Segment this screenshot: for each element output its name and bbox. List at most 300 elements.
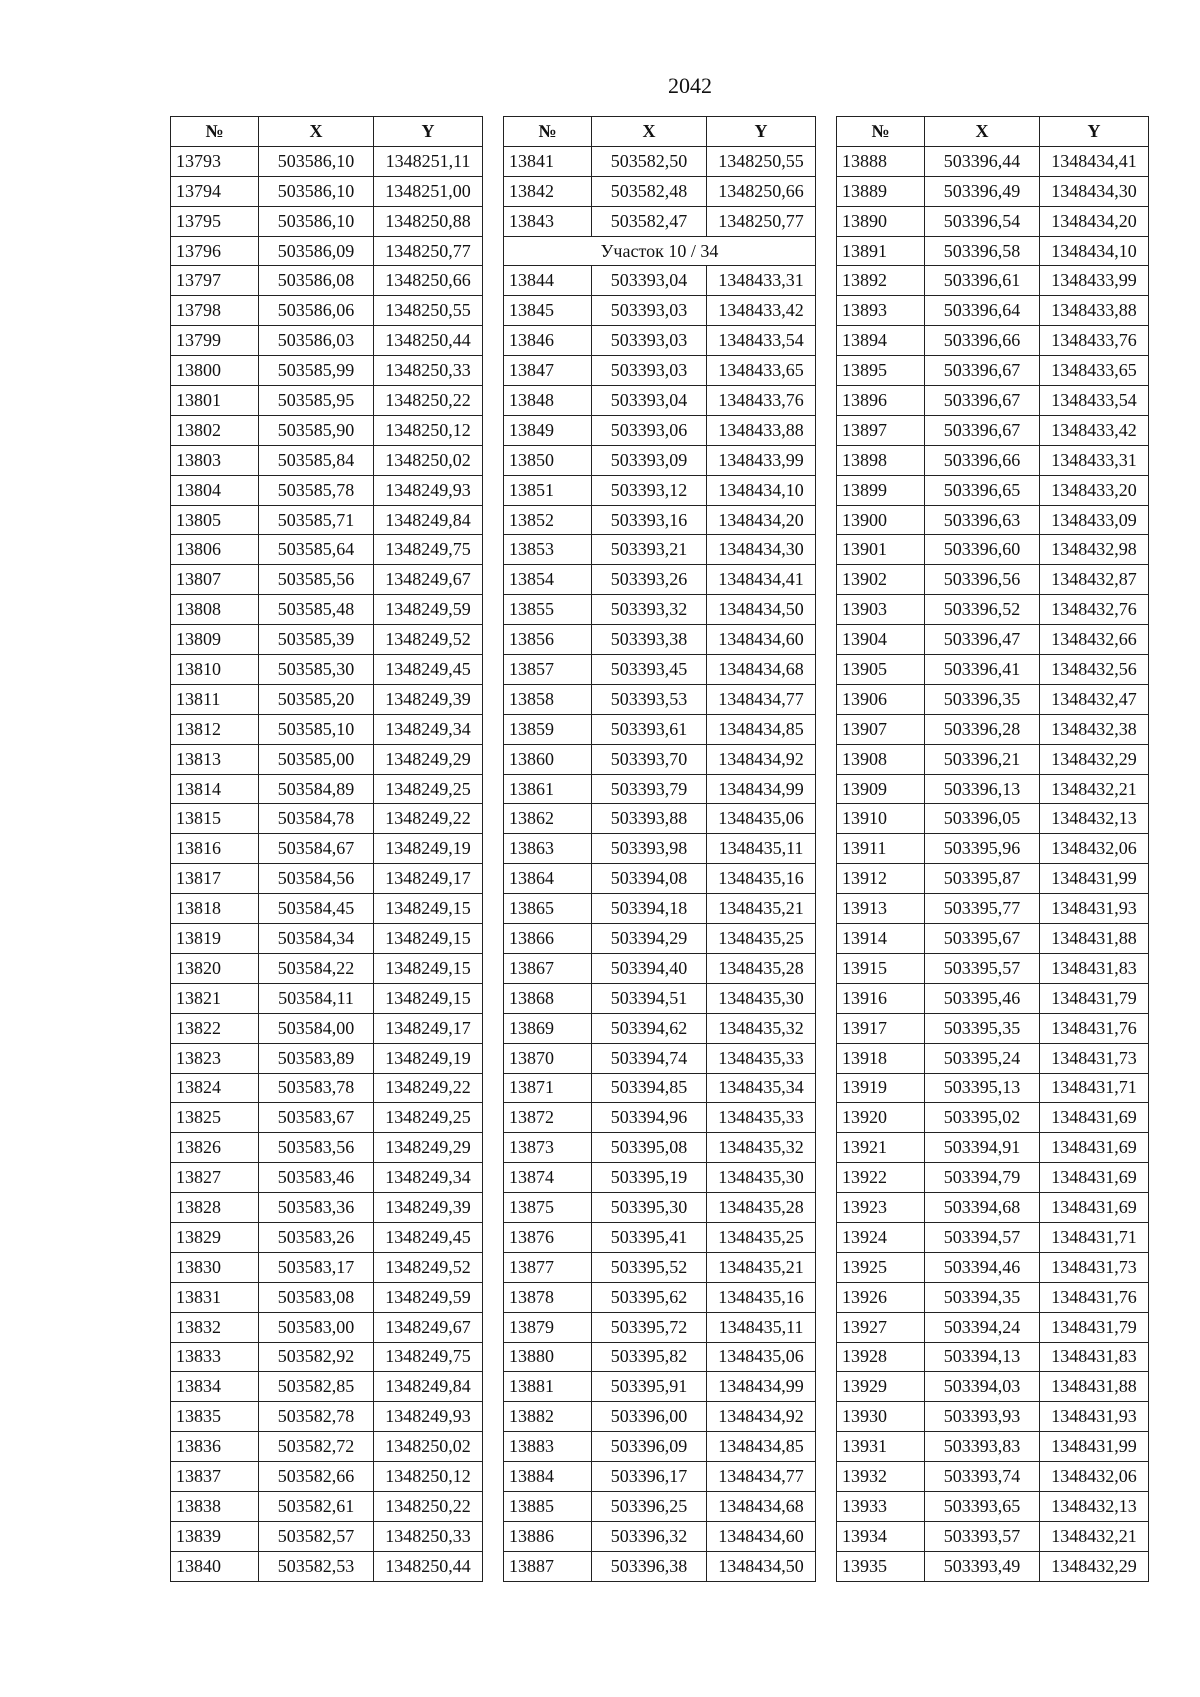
- point-number: 13873: [504, 1133, 592, 1163]
- x-coordinate: 503395,57: [925, 953, 1040, 983]
- table-row: [171, 595, 483, 625]
- x-coordinate: 503582,72: [259, 1432, 374, 1462]
- x-coordinate: 503585,71: [259, 505, 374, 535]
- x-coordinate: 503394,03: [925, 1372, 1040, 1402]
- y-coordinate: 1348434,77: [707, 1462, 816, 1492]
- point-number: 13855: [504, 595, 592, 625]
- point-number: 13865: [504, 894, 592, 924]
- point-number: 13871: [504, 1073, 592, 1103]
- x-coordinate: 503582,50: [592, 146, 707, 176]
- x-coordinate: 503393,04: [592, 386, 707, 416]
- y-coordinate: 1348435,30: [707, 1163, 816, 1193]
- x-coordinate: 503395,35: [925, 1013, 1040, 1043]
- table-row: [504, 894, 816, 924]
- point-number: 13797: [171, 266, 259, 296]
- table-row: [171, 684, 483, 714]
- table-row: [504, 1312, 816, 1342]
- point-number: 13918: [837, 1043, 925, 1073]
- x-coordinate: 503585,30: [259, 655, 374, 685]
- table-row: [171, 445, 483, 475]
- table-row: [171, 1462, 483, 1492]
- table-row: [504, 1402, 816, 1432]
- table-row: [171, 774, 483, 804]
- table-row: [837, 1312, 1149, 1342]
- y-coordinate: 1348434,41: [707, 565, 816, 595]
- table-row: [504, 146, 816, 176]
- table-row: [504, 1372, 816, 1402]
- point-number: 13835: [171, 1402, 259, 1432]
- point-number: 13796: [171, 236, 259, 266]
- y-coordinate: 1348250,02: [374, 445, 483, 475]
- table-row: [837, 206, 1149, 236]
- x-coordinate: 503396,67: [925, 415, 1040, 445]
- table-body: [837, 146, 1149, 1581]
- point-number: 13883: [504, 1432, 592, 1462]
- x-coordinate: 503393,98: [592, 834, 707, 864]
- table-row: [171, 1222, 483, 1252]
- table-row: [504, 1073, 816, 1103]
- x-coordinate: 503585,84: [259, 445, 374, 475]
- point-number: 13874: [504, 1163, 592, 1193]
- point-number: 13931: [837, 1432, 925, 1462]
- y-coordinate: 1348433,54: [1040, 386, 1149, 416]
- table-body: [171, 146, 483, 1581]
- point-number: 13801: [171, 386, 259, 416]
- table-row: [171, 1491, 483, 1521]
- table-row: [837, 266, 1149, 296]
- table-row: [837, 1073, 1149, 1103]
- point-number: 13857: [504, 655, 592, 685]
- x-coordinate: 503393,57: [925, 1521, 1040, 1551]
- y-coordinate: 1348249,15: [374, 924, 483, 954]
- table-row: [171, 415, 483, 445]
- y-coordinate: 1348434,60: [707, 1521, 816, 1551]
- point-number: 13807: [171, 565, 259, 595]
- y-coordinate: 1348249,93: [374, 475, 483, 505]
- x-coordinate: 503396,32: [592, 1521, 707, 1551]
- point-number: 13882: [504, 1402, 592, 1432]
- table-row: [837, 1551, 1149, 1581]
- x-coordinate: 503396,38: [592, 1551, 707, 1581]
- table-row: [837, 445, 1149, 475]
- header-x: X: [259, 117, 374, 147]
- table-row: [504, 834, 816, 864]
- x-coordinate: 503394,62: [592, 1013, 707, 1043]
- x-coordinate: 503393,53: [592, 684, 707, 714]
- point-number: 13889: [837, 176, 925, 206]
- y-coordinate: 1348249,25: [374, 1103, 483, 1133]
- y-coordinate: 1348249,59: [374, 595, 483, 625]
- table-header-row: [504, 117, 816, 147]
- table-row: [171, 1133, 483, 1163]
- point-number: 13836: [171, 1432, 259, 1462]
- x-coordinate: 503394,46: [925, 1252, 1040, 1282]
- point-number: 13905: [837, 655, 925, 685]
- point-number: 13912: [837, 864, 925, 894]
- table-row: [504, 714, 816, 744]
- y-coordinate: 1348432,87: [1040, 565, 1149, 595]
- x-coordinate: 503585,00: [259, 744, 374, 774]
- table-row: [504, 924, 816, 954]
- table-row: [837, 983, 1149, 1013]
- y-coordinate: 1348432,66: [1040, 625, 1149, 655]
- y-coordinate: 1348435,30: [707, 983, 816, 1013]
- y-coordinate: 1348434,20: [1040, 206, 1149, 236]
- table-row: [171, 1252, 483, 1282]
- y-coordinate: 1348435,06: [707, 804, 816, 834]
- x-coordinate: 503393,61: [592, 714, 707, 744]
- x-coordinate: 503396,64: [925, 296, 1040, 326]
- x-coordinate: 503395,52: [592, 1252, 707, 1282]
- y-coordinate: 1348434,99: [707, 1372, 816, 1402]
- y-coordinate: 1348250,66: [707, 176, 816, 206]
- x-coordinate: 503395,77: [925, 894, 1040, 924]
- x-coordinate: 503395,24: [925, 1043, 1040, 1073]
- x-coordinate: 503584,34: [259, 924, 374, 954]
- y-coordinate: 1348431,83: [1040, 953, 1149, 983]
- x-coordinate: 503585,64: [259, 535, 374, 565]
- point-number: 13819: [171, 924, 259, 954]
- y-coordinate: 1348249,52: [374, 625, 483, 655]
- point-number: 13795: [171, 206, 259, 236]
- table-header-row: [837, 117, 1149, 147]
- table-row: [504, 535, 816, 565]
- table-row: [171, 1402, 483, 1432]
- x-coordinate: 503584,45: [259, 894, 374, 924]
- y-coordinate: 1348249,84: [374, 1372, 483, 1402]
- table-row: [171, 1521, 483, 1551]
- y-coordinate: 1348249,75: [374, 1342, 483, 1372]
- table-row: [504, 1103, 816, 1133]
- point-number: 13830: [171, 1252, 259, 1282]
- x-coordinate: 503585,95: [259, 386, 374, 416]
- point-number: 13869: [504, 1013, 592, 1043]
- point-number: 13864: [504, 864, 592, 894]
- y-coordinate: 1348434,85: [707, 1432, 816, 1462]
- table-row: [171, 1193, 483, 1223]
- y-coordinate: 1348434,50: [707, 1551, 816, 1581]
- y-coordinate: 1348434,50: [707, 595, 816, 625]
- x-coordinate: 503393,03: [592, 296, 707, 326]
- y-coordinate: 1348432,13: [1040, 804, 1149, 834]
- point-number: 13881: [504, 1372, 592, 1402]
- table-row: [171, 894, 483, 924]
- y-coordinate: 1348435,33: [707, 1043, 816, 1073]
- point-number: 13893: [837, 296, 925, 326]
- table-row: [171, 804, 483, 834]
- table-row: [171, 744, 483, 774]
- x-coordinate: 503394,91: [925, 1133, 1040, 1163]
- x-coordinate: 503394,40: [592, 953, 707, 983]
- y-coordinate: 1348250,12: [374, 415, 483, 445]
- y-coordinate: 1348435,21: [707, 894, 816, 924]
- y-coordinate: 1348433,09: [1040, 505, 1149, 535]
- table-row: [171, 146, 483, 176]
- point-number: 13806: [171, 535, 259, 565]
- table-row: [837, 1282, 1149, 1312]
- point-number: 13917: [837, 1013, 925, 1043]
- x-coordinate: 503583,67: [259, 1103, 374, 1133]
- y-coordinate: 1348250,77: [374, 236, 483, 266]
- table-row: [504, 326, 816, 356]
- y-coordinate: 1348434,68: [707, 655, 816, 685]
- table-row: [504, 1282, 816, 1312]
- table-row: [504, 176, 816, 206]
- point-number: 13915: [837, 953, 925, 983]
- point-number: 13907: [837, 714, 925, 744]
- x-coordinate: 503396,35: [925, 684, 1040, 714]
- table-row: [837, 625, 1149, 655]
- point-number: 13928: [837, 1342, 925, 1372]
- x-coordinate: 503396,56: [925, 565, 1040, 595]
- y-coordinate: 1348249,34: [374, 1163, 483, 1193]
- y-coordinate: 1348249,52: [374, 1252, 483, 1282]
- x-coordinate: 503583,17: [259, 1252, 374, 1282]
- table-row: [837, 1432, 1149, 1462]
- point-number: 13840: [171, 1551, 259, 1581]
- x-coordinate: 503582,92: [259, 1342, 374, 1372]
- table-row: [171, 266, 483, 296]
- y-coordinate: 1348249,84: [374, 505, 483, 535]
- point-number: 13863: [504, 834, 592, 864]
- y-coordinate: 1348435,11: [707, 834, 816, 864]
- table-row: [504, 505, 816, 535]
- point-number: 13898: [837, 445, 925, 475]
- point-number: 13825: [171, 1103, 259, 1133]
- x-coordinate: 503394,51: [592, 983, 707, 1013]
- y-coordinate: 1348431,88: [1040, 924, 1149, 954]
- y-coordinate: 1348434,10: [1040, 236, 1149, 266]
- y-coordinate: 1348249,45: [374, 655, 483, 685]
- y-coordinate: 1348431,93: [1040, 1402, 1149, 1432]
- y-coordinate: 1348249,15: [374, 983, 483, 1013]
- x-coordinate: 503395,46: [925, 983, 1040, 1013]
- point-number: 13876: [504, 1222, 592, 1252]
- table-row: [504, 625, 816, 655]
- x-coordinate: 503395,87: [925, 864, 1040, 894]
- y-coordinate: 1348433,65: [1040, 356, 1149, 386]
- table-row: [837, 1222, 1149, 1252]
- point-number: 13858: [504, 684, 592, 714]
- y-coordinate: 1348250,33: [374, 356, 483, 386]
- x-coordinate: 503393,09: [592, 445, 707, 475]
- x-coordinate: 503396,25: [592, 1491, 707, 1521]
- y-coordinate: 1348434,41: [1040, 146, 1149, 176]
- point-number: 13799: [171, 326, 259, 356]
- point-number: 13824: [171, 1073, 259, 1103]
- y-coordinate: 1348249,22: [374, 804, 483, 834]
- table-row: [837, 1133, 1149, 1163]
- x-coordinate: 503393,26: [592, 565, 707, 595]
- y-coordinate: 1348250,02: [374, 1432, 483, 1462]
- y-coordinate: 1348432,38: [1040, 714, 1149, 744]
- point-number: 13927: [837, 1312, 925, 1342]
- point-number: 13879: [504, 1312, 592, 1342]
- point-number: 13924: [837, 1222, 925, 1252]
- x-coordinate: 503586,10: [259, 146, 374, 176]
- y-coordinate: 1348434,99: [707, 774, 816, 804]
- header-number: №: [171, 117, 259, 147]
- x-coordinate: 503585,90: [259, 415, 374, 445]
- point-number: 13880: [504, 1342, 592, 1372]
- table-row: [504, 445, 816, 475]
- table-row: [837, 1043, 1149, 1073]
- y-coordinate: 1348249,29: [374, 1133, 483, 1163]
- y-coordinate: 1348250,88: [374, 206, 483, 236]
- point-number: 13821: [171, 983, 259, 1013]
- table-row: [504, 565, 816, 595]
- point-number: 13934: [837, 1521, 925, 1551]
- x-coordinate: 503396,44: [925, 146, 1040, 176]
- x-coordinate: 503395,19: [592, 1163, 707, 1193]
- y-coordinate: 1348431,76: [1040, 1013, 1149, 1043]
- header-number: №: [504, 117, 592, 147]
- x-coordinate: 503395,62: [592, 1282, 707, 1312]
- y-coordinate: 1348250,55: [374, 296, 483, 326]
- table-row: [504, 1163, 816, 1193]
- y-coordinate: 1348250,66: [374, 266, 483, 296]
- header-x: X: [592, 117, 707, 147]
- x-coordinate: 503586,09: [259, 236, 374, 266]
- y-coordinate: 1348249,45: [374, 1222, 483, 1252]
- point-number: 13846: [504, 326, 592, 356]
- x-coordinate: 503393,88: [592, 804, 707, 834]
- table-row: [171, 924, 483, 954]
- point-number: 13798: [171, 296, 259, 326]
- table-row: [837, 655, 1149, 685]
- x-coordinate: 503586,10: [259, 206, 374, 236]
- table-row: [837, 176, 1149, 206]
- point-number: 13895: [837, 356, 925, 386]
- x-coordinate: 503586,10: [259, 176, 374, 206]
- point-number: 13838: [171, 1491, 259, 1521]
- point-number: 13848: [504, 386, 592, 416]
- x-coordinate: 503585,20: [259, 684, 374, 714]
- table-row: [171, 1312, 483, 1342]
- x-coordinate: 503395,67: [925, 924, 1040, 954]
- point-number: 13884: [504, 1462, 592, 1492]
- x-coordinate: 503395,91: [592, 1372, 707, 1402]
- y-coordinate: 1348431,71: [1040, 1222, 1149, 1252]
- table-row: [504, 1551, 816, 1581]
- point-number: 13849: [504, 415, 592, 445]
- y-coordinate: 1348249,19: [374, 834, 483, 864]
- y-coordinate: 1348434,92: [707, 1402, 816, 1432]
- y-coordinate: 1348249,29: [374, 744, 483, 774]
- table-row: [171, 1282, 483, 1312]
- y-coordinate: 1348432,21: [1040, 774, 1149, 804]
- y-coordinate: 1348249,39: [374, 684, 483, 714]
- x-coordinate: 503393,06: [592, 415, 707, 445]
- y-coordinate: 1348434,77: [707, 684, 816, 714]
- x-coordinate: 503395,41: [592, 1222, 707, 1252]
- y-coordinate: 1348250,44: [374, 326, 483, 356]
- y-coordinate: 1348249,75: [374, 535, 483, 565]
- table-row: [504, 595, 816, 625]
- x-coordinate: 503582,66: [259, 1462, 374, 1492]
- y-coordinate: 1348249,93: [374, 1402, 483, 1432]
- point-number: 13859: [504, 714, 592, 744]
- y-coordinate: 1348251,11: [374, 146, 483, 176]
- point-number: 13829: [171, 1222, 259, 1252]
- table-row: [504, 1342, 816, 1372]
- y-coordinate: 1348435,25: [707, 924, 816, 954]
- table-row: [837, 714, 1149, 744]
- point-number: 13811: [171, 684, 259, 714]
- y-coordinate: 1348249,15: [374, 894, 483, 924]
- x-coordinate: 503396,60: [925, 535, 1040, 565]
- point-number: 13906: [837, 684, 925, 714]
- table-row: [171, 1342, 483, 1372]
- x-coordinate: 503583,46: [259, 1163, 374, 1193]
- y-coordinate: 1348249,39: [374, 1193, 483, 1223]
- point-number: 13930: [837, 1402, 925, 1432]
- y-coordinate: 1348250,12: [374, 1462, 483, 1492]
- table-row: [837, 535, 1149, 565]
- y-coordinate: 1348249,67: [374, 565, 483, 595]
- point-number: 13852: [504, 505, 592, 535]
- table-row: [171, 296, 483, 326]
- table-row: [171, 326, 483, 356]
- table-row: [504, 356, 816, 386]
- x-coordinate: 503584,00: [259, 1013, 374, 1043]
- y-coordinate: 1348432,29: [1040, 744, 1149, 774]
- table-row: [504, 1133, 816, 1163]
- x-coordinate: 503584,11: [259, 983, 374, 1013]
- table-row: [171, 565, 483, 595]
- point-number: 13901: [837, 535, 925, 565]
- table-row: [837, 1521, 1149, 1551]
- y-coordinate: 1348431,93: [1040, 894, 1149, 924]
- x-coordinate: 503395,13: [925, 1073, 1040, 1103]
- x-coordinate: 503396,41: [925, 655, 1040, 685]
- table-row: [837, 565, 1149, 595]
- point-number: 13896: [837, 386, 925, 416]
- y-coordinate: 1348250,77: [707, 206, 816, 236]
- table-row: [504, 655, 816, 685]
- y-coordinate: 1348250,55: [707, 146, 816, 176]
- table-row: [504, 744, 816, 774]
- table-row: [504, 774, 816, 804]
- point-number: 13828: [171, 1193, 259, 1223]
- point-number: 13812: [171, 714, 259, 744]
- point-number: 13875: [504, 1193, 592, 1223]
- x-coordinate: 503396,65: [925, 475, 1040, 505]
- table-row: [837, 326, 1149, 356]
- point-number: 13925: [837, 1252, 925, 1282]
- point-number: 13851: [504, 475, 592, 505]
- y-coordinate: 1348432,76: [1040, 595, 1149, 625]
- table-row: [837, 894, 1149, 924]
- point-number: 13919: [837, 1073, 925, 1103]
- x-coordinate: 503396,54: [925, 206, 1040, 236]
- table-row: [504, 1193, 816, 1223]
- table-row: [837, 774, 1149, 804]
- point-number: 13897: [837, 415, 925, 445]
- point-number: 13839: [171, 1521, 259, 1551]
- point-number: 13831: [171, 1282, 259, 1312]
- table-row: [171, 1372, 483, 1402]
- table-row: [837, 146, 1149, 176]
- point-number: 13853: [504, 535, 592, 565]
- table-row: [171, 236, 483, 266]
- x-coordinate: 503586,03: [259, 326, 374, 356]
- x-coordinate: 503394,35: [925, 1282, 1040, 1312]
- x-coordinate: 503393,21: [592, 535, 707, 565]
- section-label: Участок 10 / 34: [504, 236, 816, 266]
- y-coordinate: 1348250,22: [374, 1491, 483, 1521]
- point-number: 13842: [504, 176, 592, 206]
